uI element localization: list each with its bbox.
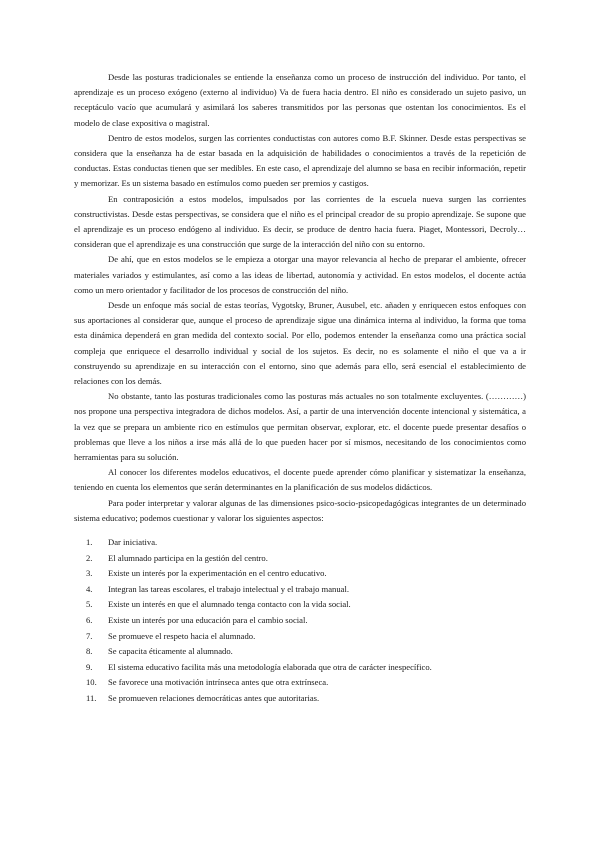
list-item — [74, 613, 526, 629]
list-item-number: 5. — [86, 599, 93, 610]
list-item — [74, 660, 526, 676]
paragraph-behaviorist-models: Dentro de estos modelos, surgen las corrientes conductistas con autores como B.F. Skinner. Desde estas perspectivas se considera que la enseñanza ha de estar basada en la adquisición de habilidades o conocimientos a través de la repetición de conductas. Estas conductas tienen que ser medibles. En este caso, el aprendizaje del alumno se basa en recibir información, repetir y memorizar. Es un sistema basado en estímulos como pueden ser premios y castigos. — [74, 132, 526, 189]
list-item-text: Existe un interés por una educación para el cambio social. — [108, 615, 308, 626]
list-item — [74, 675, 526, 691]
aspects-list — [74, 535, 526, 707]
list-item-number: 6. — [86, 615, 93, 626]
list-item-number: 3. — [86, 568, 93, 579]
list-item-text: Se capacita éticamente al alumnado. — [108, 646, 233, 657]
list-item — [74, 582, 526, 598]
list-item-number: 11. — [86, 693, 97, 704]
paragraph-traditional-models: Desde las posturas tradicionales se entiende la enseñanza como un proceso de instrucción del individuo. Por tanto, el aprendizaje es un proceso exógeno (externo al individuo) Va de fuera hacia dentro. El niño es considerado un sujeto pasivo, un receptáculo vacío que acumulará y asimilará los saberes transmitidos por las personas que ostentan los conocimientos. Es el modelo de clase expositiva o magistral. — [74, 72, 526, 128]
list-item — [74, 551, 526, 567]
paragraph-list-intro: Para poder interpretar y valorar algunas de las dimensiones psico-socio-psicopedagógicas integrantes de un determinado sistema educativo; podemos cuestionar y valorar los siguientes aspectos: — [74, 497, 526, 523]
list-item — [74, 535, 526, 551]
list-item — [74, 629, 526, 645]
list-item-number: 1. — [86, 537, 93, 548]
document-page — [74, 70, 526, 707]
list-item-text: Existe un interés en que el alumnado tenga contacto con la vida social. — [108, 599, 351, 610]
paragraph-social-approach: Desde un enfoque más social de estas teorías, Vygotsky, Bruner, Ausubel, etc. añaden y enriquecen estos enfoques con sus aportaciones al considerar que, aunque el proceso de aprendizaje sigue una dinámica interna al individuo, la forma que toma esta dinámica dependerá en gran medida del contexto social. Por ello, podemos entender la enseñanza como una práctica social compleja que enriquece el desarrollo individual y social de los sujetos. Es decir, no es solamente el niño el que va a ir construyendo su aprendizaje en su interacción con el entorno, sino que además para ello, será esencial el establecimiento de relaciones con los demás. — [74, 300, 526, 387]
paragraph-integrative-perspective: No obstante, tanto las posturas tradicionales como las posturas más actuales no son totalmente excluyentes. (…………) nos propone una perspectiva integradora de dichos modelos. Así, a partir de una intervención docente intencional y sistemática, a la vez que se prepara un ambiente rico en estímulos que permitan observar, explorar, etc. el docente puede presentar desafíos o problemas que lleve a los niños a irse más allá de lo que pueden hacer por sí mismos, necesitando de los conocimientos como herramientas para su solución. — [74, 391, 526, 463]
list-item-number: 10. — [86, 677, 97, 688]
list-item-number: 2. — [86, 552, 93, 563]
list-item-text: Se favorece una motivación intrínseca antes que otra extrínseca. — [108, 677, 329, 688]
list-item-number: 8. — [86, 646, 93, 657]
list-item-text: El sistema educativo facilita más una metodología elaborada que otra de carácter inespecífico. — [108, 661, 432, 672]
paragraph-educational-models: Al conocer los diferentes modelos educativos, el docente puede aprender cómo planificar y sistematizar la enseñanza, teniendo en cuenta los elementos que serán determinantes en la planificación de sus modelos didácticos. — [74, 467, 526, 493]
list-item-text: Se promueven relaciones democráticas antes que autoritarias. — [108, 693, 320, 704]
list-item-text: El alumnado participa en la gestión del centro. — [108, 552, 268, 563]
list-item-number: 4. — [86, 583, 93, 594]
list-item-text: Dar iniciativa. — [108, 537, 158, 548]
list-item-text: Se promueve el respeto hacia el alumnado. — [108, 630, 256, 641]
list-item — [74, 691, 526, 707]
list-item-number: 9. — [86, 661, 93, 672]
list-item-text: Integran las tareas escolares, el trabajo intelectual y el trabajo manual. — [108, 583, 349, 594]
paragraph-constructivist-models: En contraposición a estos modelos, impulsados por las corrientes de la escuela nueva surgen las corrientes constructivistas. Desde estas perspectivas, se considera que el niño es el principal creador de su propio aprendizaje. Se supone que el aprendizaje es un proceso endógeno al individuo. Es decir, se produce de dentro hacia fuera. Piaget, Montessori, Decroly… consideran que el aprendizaje es una construcción que surge de la interacción del niño con su entorno. — [74, 193, 526, 250]
list-item — [74, 566, 526, 582]
list-item-text: Existe un interés por la experimentación en el centro educativo. — [108, 568, 327, 579]
list-item — [74, 644, 526, 660]
paragraph-environment-preparation: De ahí, que en estos modelos se le empieza a otorgar una mayor relevancia al hecho de preparar el ambiente, ofrecer materiales variados y estimulantes, así como a las ideas de libertad, autonomía y actividad. En estos modelos, el docente actúa como un mero orientador y facilitador de los procesos de construcción del niño. — [74, 254, 526, 295]
list-item — [74, 597, 526, 613]
list-item-number: 7. — [86, 630, 93, 641]
